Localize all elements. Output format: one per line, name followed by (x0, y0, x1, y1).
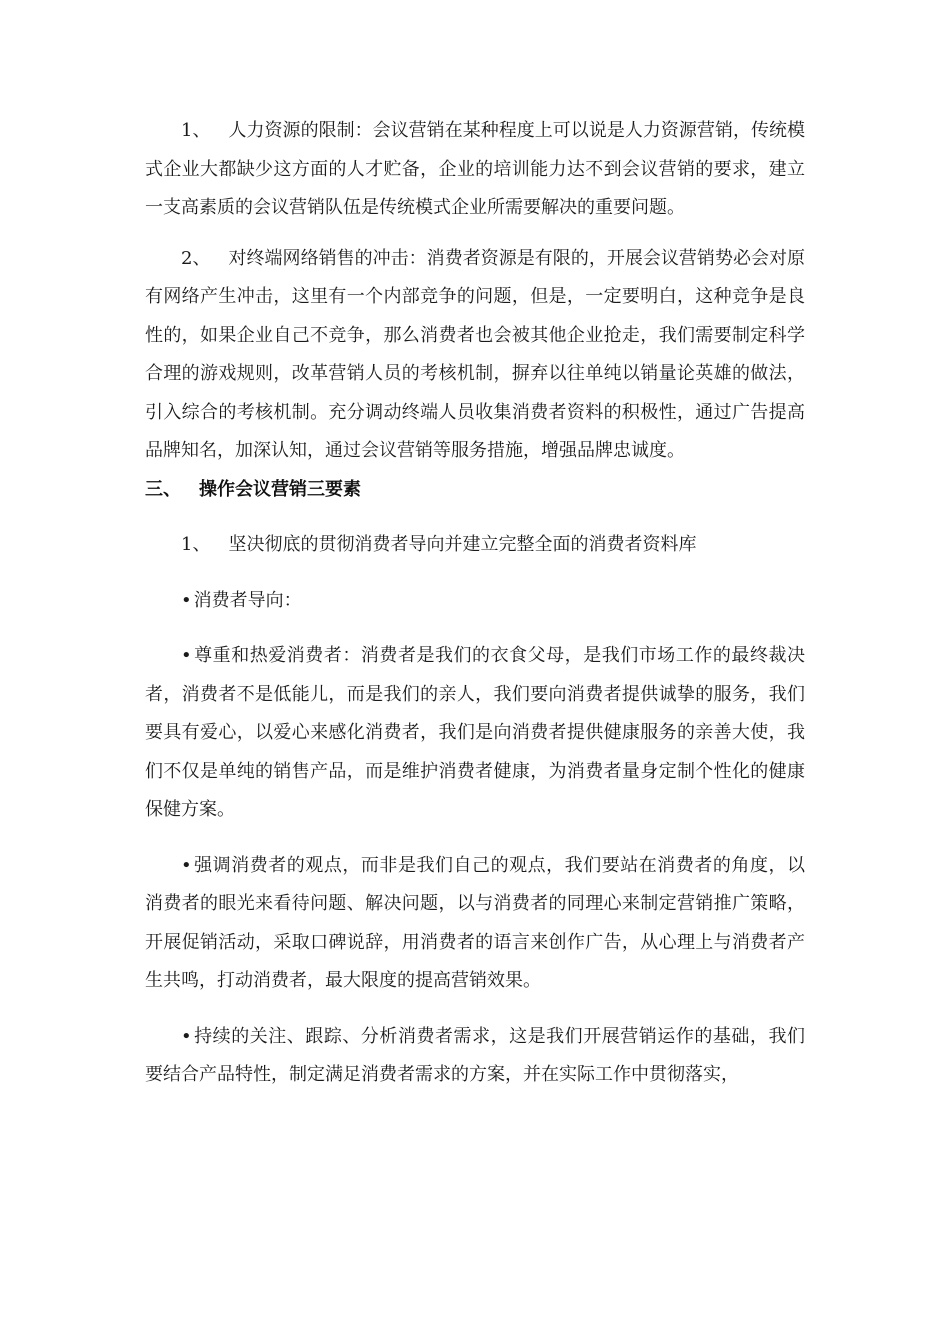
bullet-item (145, 637, 805, 830)
paragraph-1 (145, 112, 805, 228)
bullet-text: 尊重和热爱消费者：消费者是我们的衣食父母，是我们市场工作的最终裁决者，消费者不是低能儿，而是我们的亲人，我们要向消费者提供诚挚的服务，我们要具有爱心，以爱心来感化消费者，我们是向消费者提供健康服务的亲善大使，我们不仅是单纯的销售产品，而是维护消费者健康，为消费者量身定制个性化的健康保健方案。 (145, 645, 805, 820)
section-title: 操作会议营销三要素 (199, 478, 361, 500)
paragraph-text: 人力资源的限制：会议营销在某种程度上可以说是人力资源营销，传统模式企业大都缺少这方面的人才贮备，企业的培训能力达不到会议营销的要求，建立一支高素质的会议营销队伍是传统模式企业所需要解决的重要问题。 (145, 120, 806, 218)
paragraph-text: 对终端网络销售的冲击：消费者资源是有限的，开展会议营销势必会对原有网络产生冲击，这里有一个内部竞争的问题，但是，一定要明白，这种竞争是良性的，如果企业自己不竞争，那么消费者也会被其他企业抢走，我们需要制定科学合理的游戏规则，改革营销人员的考核机制，摒弃以往单纯以销量论英雄的做法，引入综合的考核机制。充分调动终端人员收集消费者资料的积极性，通过广告提高品牌知名，加深认知，通过会议营销等服务措施，增强品牌忠诚度。 (145, 247, 806, 461)
bullet-icon: • (181, 854, 192, 876)
bullet-text: 消费者导向： (193, 589, 302, 611)
document-body (145, 112, 805, 1095)
paragraph-2 (145, 240, 805, 471)
bullet-icon: • (181, 1025, 192, 1047)
bullet-item (145, 1018, 805, 1095)
section-heading (145, 471, 805, 510)
sub-item-number: 1、 (181, 534, 211, 555)
sub-item-text: 坚决彻底的贯彻消费者导向并建立完整全面的消费者资料库 (228, 534, 697, 555)
bullet-item (145, 582, 805, 621)
bullet-icon: • (181, 589, 192, 611)
sub-item-1 (145, 526, 805, 565)
paragraph-number: 1、 (181, 120, 211, 141)
section-number: 三、 (145, 478, 181, 500)
paragraph-number: 2、 (181, 247, 211, 269)
bullet-icon: • (181, 645, 192, 666)
bullet-item (145, 847, 805, 1001)
bullet-text: 强调消费者的观点，而非是我们自己的观点，我们要站在消费者的角度，以消费者的眼光来看待问题、解决问题，以与消费者的同理心来制定营销推广策略，开展促销活动，采取口碑说辞，用消费者的语言来创作广告，从心理上与消费者产生共鸣，打动消费者，最大限度的提高营销效果。 (145, 854, 805, 991)
bullet-text: 持续的关注、跟踪、分析消费者需求，这是我们开展营销运作的基础，我们要结合产品特性，制定满足消费者需求的方案，并在实际工作中贯彻落实， (145, 1025, 805, 1085)
